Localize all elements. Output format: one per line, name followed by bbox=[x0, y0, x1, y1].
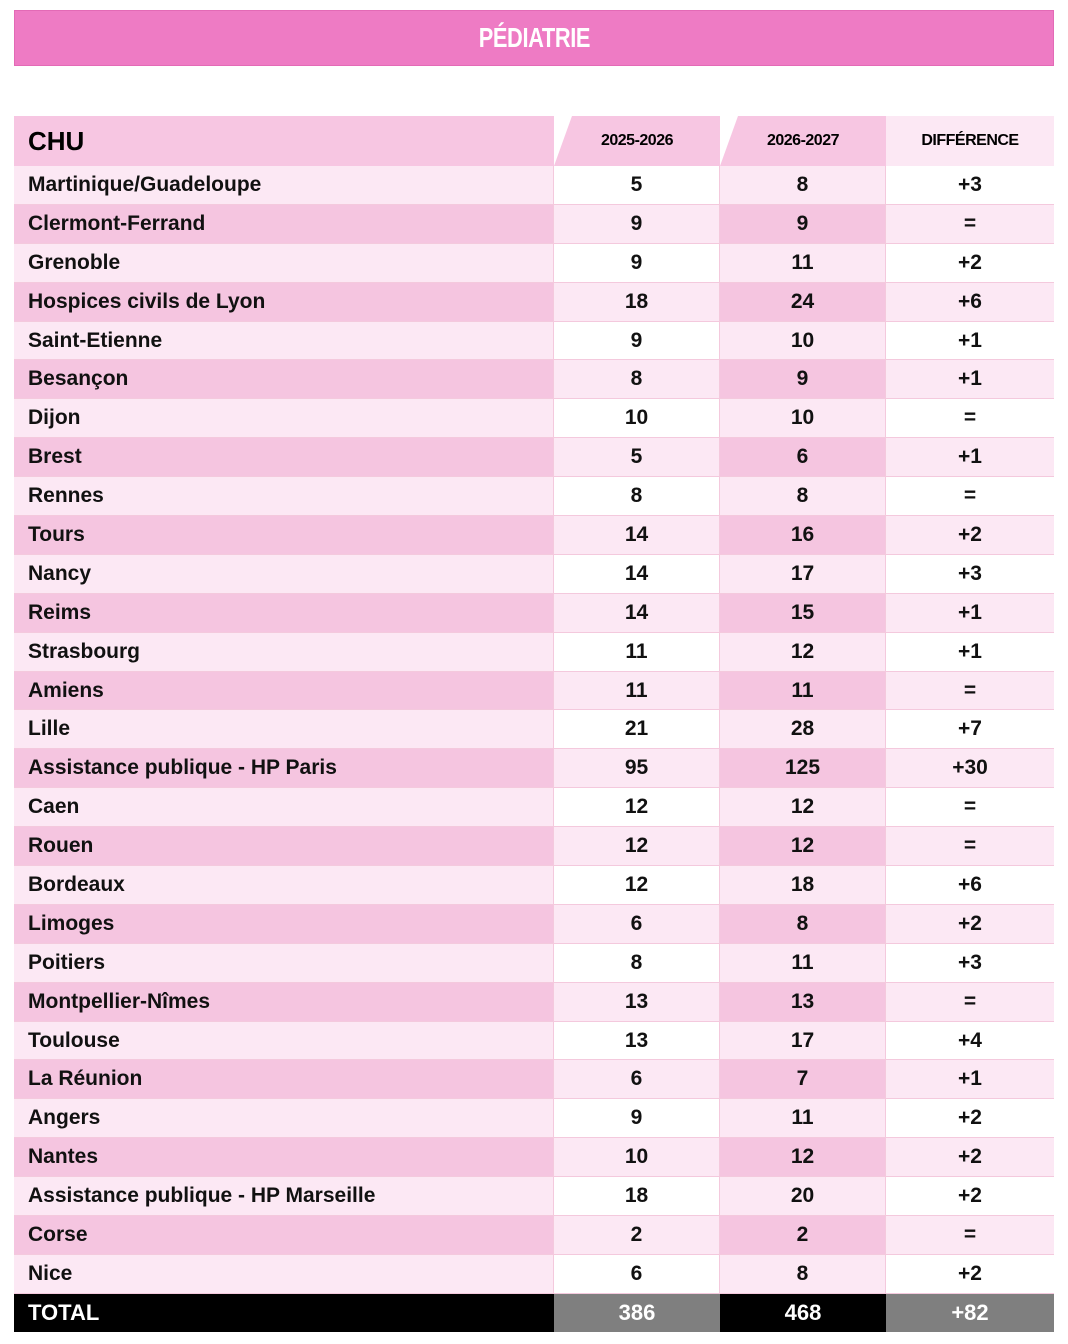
chu-name: Montpellier-Nîmes bbox=[14, 983, 554, 1021]
total-2025-2026: 386 bbox=[554, 1294, 720, 1332]
chu-name: Martinique/Guadeloupe bbox=[14, 166, 554, 204]
value-difference: = bbox=[886, 827, 1054, 865]
value-difference: = bbox=[886, 477, 1054, 515]
table-row bbox=[14, 283, 1054, 322]
table-row bbox=[14, 516, 1054, 555]
page-title: PÉDIATRIE bbox=[478, 22, 590, 53]
table-row bbox=[14, 710, 1054, 749]
header-year-2025: 2025-2026 bbox=[600, 132, 673, 149]
table-row bbox=[14, 1099, 1054, 1138]
header-year-2026: 2026-2027 bbox=[766, 132, 839, 149]
value-2025-2026: 5 bbox=[554, 438, 720, 476]
chu-name: Caen bbox=[14, 788, 554, 826]
table-row bbox=[14, 944, 1054, 983]
value-2026-2027: 6 bbox=[720, 438, 886, 476]
table-row bbox=[14, 166, 1054, 205]
table-row bbox=[14, 477, 1054, 516]
chu-name: Limoges bbox=[14, 905, 554, 943]
table-row bbox=[14, 438, 1054, 477]
table-row bbox=[14, 360, 1054, 399]
value-difference: = bbox=[886, 983, 1054, 1021]
value-2025-2026: 12 bbox=[554, 866, 720, 904]
chu-name: Hospices civils de Lyon bbox=[14, 283, 554, 321]
value-difference: +3 bbox=[886, 555, 1054, 593]
data-table bbox=[14, 116, 1054, 1332]
chu-name: Amiens bbox=[14, 672, 554, 710]
chu-name: La Réunion bbox=[14, 1060, 554, 1098]
value-2025-2026: 10 bbox=[554, 399, 720, 437]
value-2026-2027: 15 bbox=[720, 594, 886, 632]
chu-name: Poitiers bbox=[14, 944, 554, 982]
value-2026-2027: 11 bbox=[720, 944, 886, 982]
value-difference: = bbox=[886, 205, 1054, 243]
value-2026-2027: 11 bbox=[720, 244, 886, 282]
table-row bbox=[14, 983, 1054, 1022]
value-2026-2027: 11 bbox=[720, 1099, 886, 1137]
value-difference: = bbox=[886, 788, 1054, 826]
value-2025-2026: 9 bbox=[554, 1099, 720, 1137]
value-2025-2026: 5 bbox=[554, 166, 720, 204]
value-difference: +2 bbox=[886, 905, 1054, 943]
value-2026-2027: 12 bbox=[720, 1138, 886, 1176]
total-label: TOTAL bbox=[14, 1294, 554, 1332]
chu-name: Rennes bbox=[14, 477, 554, 515]
total-2026-2027: 468 bbox=[720, 1294, 886, 1332]
value-2025-2026: 95 bbox=[554, 749, 720, 787]
chu-name: Strasbourg bbox=[14, 633, 554, 671]
chu-name: Nantes bbox=[14, 1138, 554, 1176]
value-2025-2026: 6 bbox=[554, 905, 720, 943]
table-body bbox=[14, 166, 1054, 1294]
header-chu: CHU bbox=[28, 125, 85, 156]
value-2026-2027: 8 bbox=[720, 905, 886, 943]
table-row bbox=[14, 205, 1054, 244]
value-2026-2027: 13 bbox=[720, 983, 886, 1021]
table-row bbox=[14, 555, 1054, 594]
value-2026-2027: 125 bbox=[720, 749, 886, 787]
value-2025-2026: 18 bbox=[554, 283, 720, 321]
value-difference: +1 bbox=[886, 594, 1054, 632]
chu-name: Bordeaux bbox=[14, 866, 554, 904]
chu-name: Lille bbox=[14, 710, 554, 748]
value-2025-2026: 8 bbox=[554, 944, 720, 982]
value-2026-2027: 9 bbox=[720, 205, 886, 243]
value-2025-2026: 6 bbox=[554, 1060, 720, 1098]
value-difference: +2 bbox=[886, 1099, 1054, 1137]
value-difference: = bbox=[886, 399, 1054, 437]
value-2026-2027: 8 bbox=[720, 1255, 886, 1293]
value-difference: +1 bbox=[886, 360, 1054, 398]
value-2025-2026: 9 bbox=[554, 322, 720, 360]
value-difference: +4 bbox=[886, 1022, 1054, 1060]
chu-name: Clermont-Ferrand bbox=[14, 205, 554, 243]
value-difference: = bbox=[886, 672, 1054, 710]
value-difference: +1 bbox=[886, 633, 1054, 671]
value-difference: +2 bbox=[886, 244, 1054, 282]
value-difference: +1 bbox=[886, 1060, 1054, 1098]
value-2025-2026: 9 bbox=[554, 244, 720, 282]
value-2026-2027: 16 bbox=[720, 516, 886, 554]
chu-name: Nancy bbox=[14, 555, 554, 593]
value-2025-2026: 10 bbox=[554, 1138, 720, 1176]
value-2026-2027: 20 bbox=[720, 1177, 886, 1215]
value-difference: +3 bbox=[886, 944, 1054, 982]
chu-name: Besançon bbox=[14, 360, 554, 398]
chu-name: Reims bbox=[14, 594, 554, 632]
table-row bbox=[14, 1216, 1054, 1255]
value-2026-2027: 18 bbox=[720, 866, 886, 904]
table-row bbox=[14, 866, 1054, 905]
value-difference: +30 bbox=[886, 749, 1054, 787]
chu-name: Brest bbox=[14, 438, 554, 476]
value-difference: +3 bbox=[886, 166, 1054, 204]
value-2026-2027: 12 bbox=[720, 788, 886, 826]
header-difference: DIFFÉRENCE bbox=[886, 116, 1054, 166]
value-2026-2027: 8 bbox=[720, 166, 886, 204]
value-2025-2026: 11 bbox=[554, 633, 720, 671]
value-difference: +7 bbox=[886, 710, 1054, 748]
table-row bbox=[14, 322, 1054, 361]
value-difference: +1 bbox=[886, 322, 1054, 360]
value-2026-2027: 2 bbox=[720, 1216, 886, 1254]
value-2025-2026: 9 bbox=[554, 205, 720, 243]
value-2025-2026: 8 bbox=[554, 360, 720, 398]
chu-name: Saint-Etienne bbox=[14, 322, 554, 360]
table-row bbox=[14, 672, 1054, 711]
total-difference: +82 bbox=[886, 1294, 1054, 1332]
value-2026-2027: 8 bbox=[720, 477, 886, 515]
value-2026-2027: 24 bbox=[720, 283, 886, 321]
value-difference: +1 bbox=[886, 438, 1054, 476]
table-header bbox=[14, 116, 1054, 166]
table-row bbox=[14, 1255, 1054, 1294]
value-2025-2026: 21 bbox=[554, 710, 720, 748]
table-row bbox=[14, 905, 1054, 944]
value-2025-2026: 12 bbox=[554, 788, 720, 826]
table-row bbox=[14, 399, 1054, 438]
value-difference: = bbox=[886, 1216, 1054, 1254]
value-2025-2026: 11 bbox=[554, 672, 720, 710]
value-difference: +2 bbox=[886, 1255, 1054, 1293]
value-2025-2026: 13 bbox=[554, 983, 720, 1021]
table-row bbox=[14, 1138, 1054, 1177]
chu-name: Assistance publique - HP Marseille bbox=[14, 1177, 554, 1215]
value-2026-2027: 11 bbox=[720, 672, 886, 710]
value-2025-2026: 8 bbox=[554, 477, 720, 515]
value-2026-2027: 12 bbox=[720, 827, 886, 865]
value-2026-2027: 17 bbox=[720, 1022, 886, 1060]
value-2025-2026: 14 bbox=[554, 516, 720, 554]
table-row bbox=[14, 749, 1054, 788]
chu-name: Nice bbox=[14, 1255, 554, 1293]
value-difference: +2 bbox=[886, 1138, 1054, 1176]
value-2026-2027: 28 bbox=[720, 710, 886, 748]
chu-name: Assistance publique - HP Paris bbox=[14, 749, 554, 787]
value-2026-2027: 10 bbox=[720, 399, 886, 437]
chu-name: Rouen bbox=[14, 827, 554, 865]
page-banner bbox=[14, 10, 1054, 66]
chu-name: Toulouse bbox=[14, 1022, 554, 1060]
value-2025-2026: 14 bbox=[554, 594, 720, 632]
value-2026-2027: 7 bbox=[720, 1060, 886, 1098]
table-row bbox=[14, 1060, 1054, 1099]
table-row bbox=[14, 594, 1054, 633]
value-2025-2026: 2 bbox=[554, 1216, 720, 1254]
table-row bbox=[14, 244, 1054, 283]
value-2026-2027: 9 bbox=[720, 360, 886, 398]
value-difference: +2 bbox=[886, 516, 1054, 554]
value-2025-2026: 14 bbox=[554, 555, 720, 593]
value-2025-2026: 12 bbox=[554, 827, 720, 865]
table-row bbox=[14, 788, 1054, 827]
value-2025-2026: 13 bbox=[554, 1022, 720, 1060]
table-row bbox=[14, 633, 1054, 672]
chu-name: Angers bbox=[14, 1099, 554, 1137]
chu-name: Dijon bbox=[14, 399, 554, 437]
total-row bbox=[14, 1294, 1054, 1332]
value-2026-2027: 10 bbox=[720, 322, 886, 360]
table-row bbox=[14, 1177, 1054, 1216]
value-2025-2026: 6 bbox=[554, 1255, 720, 1293]
table-row bbox=[14, 827, 1054, 866]
value-2026-2027: 12 bbox=[720, 633, 886, 671]
value-difference: +6 bbox=[886, 283, 1054, 321]
chu-name: Corse bbox=[14, 1216, 554, 1254]
table-row bbox=[14, 1022, 1054, 1061]
value-difference: +6 bbox=[886, 866, 1054, 904]
chu-name: Grenoble bbox=[14, 244, 554, 282]
value-2026-2027: 17 bbox=[720, 555, 886, 593]
value-difference: +2 bbox=[886, 1177, 1054, 1215]
chu-name: Tours bbox=[14, 516, 554, 554]
value-2025-2026: 18 bbox=[554, 1177, 720, 1215]
